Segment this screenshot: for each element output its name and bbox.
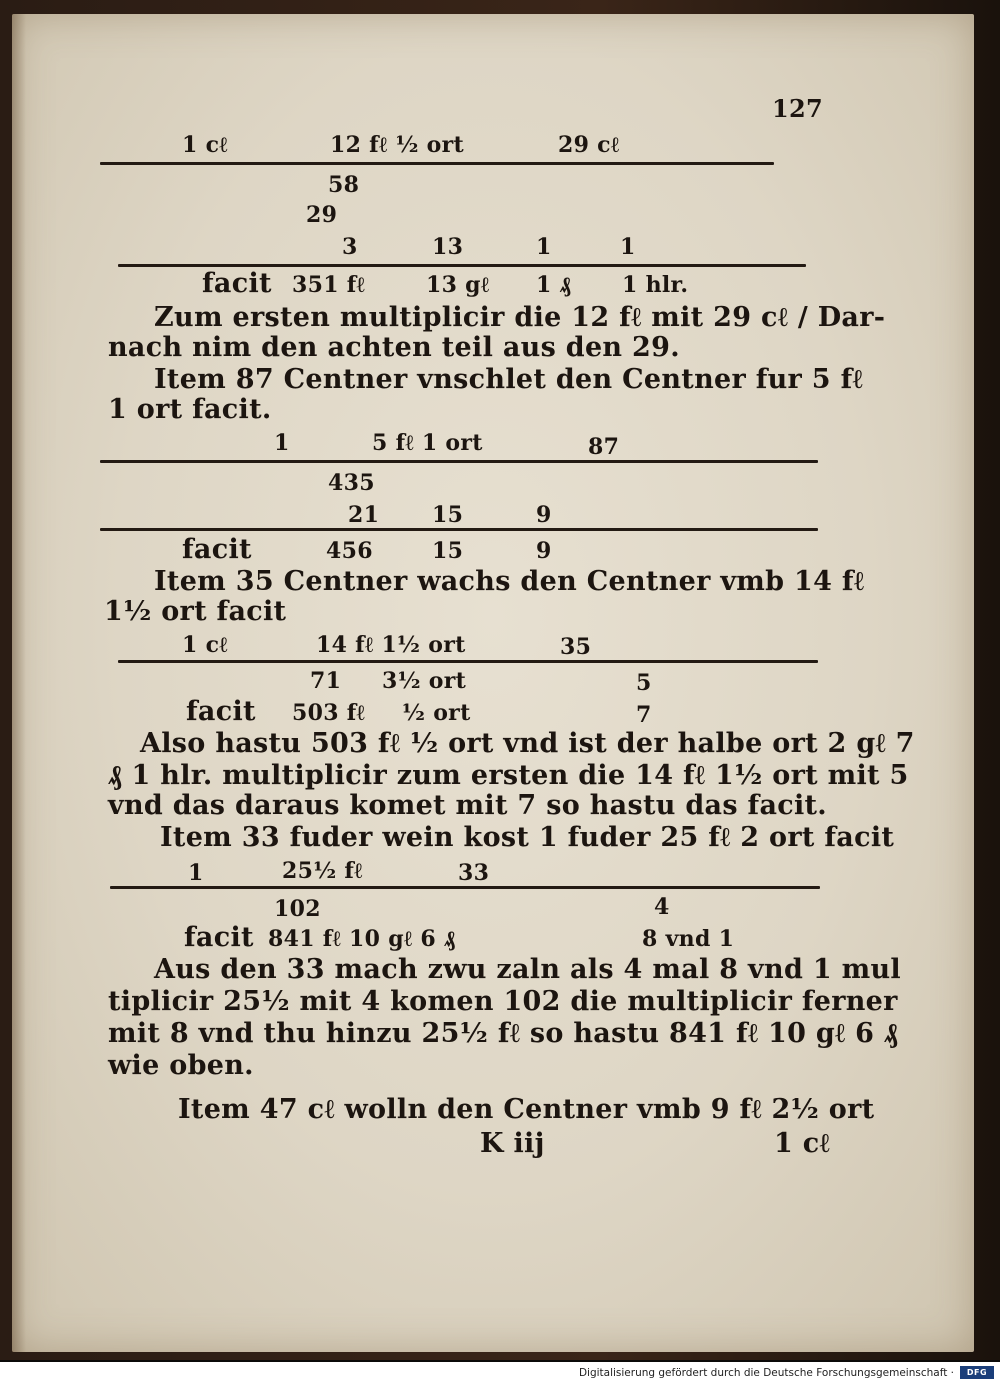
calc-rule <box>110 886 820 889</box>
calc-header-cell: 1 <box>188 860 204 886</box>
page-number: 127 <box>772 94 823 123</box>
text-line: Item 33 fuder wein kost 1 fuder 25 fℓ 2 ort facit <box>160 822 895 853</box>
facit-value: 15 <box>432 538 464 564</box>
calc-subtotal-cell: 21 <box>348 502 380 528</box>
facit-value: 351 fℓ <box>292 272 366 298</box>
text-line: Item 87 Centner vnschlet den Centner fur 5 fℓ <box>154 364 863 395</box>
facit-label: facit <box>202 268 272 299</box>
calc-subtotal-cell: 13 <box>432 234 464 260</box>
calc-header-cell: 1 <box>274 430 290 456</box>
calc-work-cell: 5 <box>636 670 652 696</box>
calc-work-cell: 3½ ort <box>382 668 467 694</box>
facit-value: 1 ₰ <box>536 272 571 298</box>
calc-work-cell: 4 <box>654 894 670 920</box>
facit-value: 13 gℓ <box>426 272 490 298</box>
calc-header-cell: 1 cℓ <box>182 132 228 158</box>
calc-rule <box>100 528 818 531</box>
calc-header-cell: 35 <box>560 634 592 660</box>
signature-mark: K iij <box>480 1128 545 1159</box>
facit-label: facit <box>184 922 254 953</box>
calc-rule <box>118 660 818 663</box>
calc-header-cell: 14 fℓ 1½ ort <box>316 632 466 658</box>
calc-rule <box>118 264 806 267</box>
facit-value: ½ ort <box>402 700 471 726</box>
text-line: Also hastu 503 fℓ ½ ort vnd ist der halbe ort 2 gℓ 7 <box>140 728 915 759</box>
calc-subtotal-cell: 15 <box>432 502 464 528</box>
calc-header-cell: 12 fℓ ½ ort <box>330 132 464 158</box>
facit-value: 9 <box>536 538 552 564</box>
calc-rule <box>100 162 774 165</box>
text-line: nach nim den achten teil aus den 29. <box>108 332 680 363</box>
text-line: 1½ ort facit <box>104 596 287 627</box>
text-line: tiplicir 25½ mit 4 komen 102 die multiplicir ferner <box>108 986 898 1017</box>
dfg-logo: DFG <box>960 1366 994 1379</box>
calc-work-line: 435 <box>328 470 375 496</box>
calc-rule <box>100 460 818 463</box>
facit-value: 503 fℓ <box>292 700 366 726</box>
calc-header-cell: 25½ fℓ <box>282 858 363 884</box>
calc-subtotal-cell: 9 <box>536 502 552 528</box>
text-line: Zum ersten multiplicir die 12 fℓ mit 29 cℓ / Dar- <box>154 302 886 333</box>
facit-value: 7 <box>636 702 652 728</box>
calc-work-line: 58 <box>328 172 360 198</box>
text-line: Item 35 Centner wachs den Centner vmb 14 fℓ <box>154 566 865 597</box>
calc-header-cell: 29 cℓ <box>558 132 620 158</box>
calc-header-cell: 1 cℓ <box>182 632 228 658</box>
book-page <box>12 14 974 1352</box>
calc-work-cell: 71 <box>310 668 342 694</box>
text-line: Item 47 cℓ wolln den Centner vmb 9 fℓ 2½ ort <box>178 1094 875 1125</box>
facit-label: facit <box>182 534 252 565</box>
text-line: wie oben. <box>108 1050 254 1081</box>
calc-subtotal-cell: 3 <box>342 234 358 260</box>
facit-value: 8 vnd 1 <box>642 926 735 952</box>
facit-value: 1 hlr. <box>622 272 689 298</box>
facit-value: 456 <box>326 538 373 564</box>
calc-work-cell: 102 <box>274 896 321 922</box>
calc-subtotal-cell: 1 <box>620 234 636 260</box>
calc-header-cell: 33 <box>458 860 490 886</box>
funding-credit: Digitalisierung gefördert durch die Deutsche Forschungsgemeinschaft · <box>578 1367 954 1379</box>
facit-label: facit <box>186 696 256 727</box>
text-line: vnd das daraus komet mit 7 so hastu das facit. <box>108 790 828 821</box>
calc-header-cell: 87 <box>588 434 620 460</box>
calc-work-line: 29 <box>306 202 338 228</box>
footer-bar <box>0 1362 1000 1384</box>
calc-header-cell: 5 fℓ 1 ort <box>372 430 483 456</box>
calc-subtotal-cell: 1 <box>536 234 552 260</box>
text-line: 1 ort facit. <box>108 394 272 425</box>
facit-value: 841 fℓ 10 gℓ 6 ₰ <box>268 926 456 952</box>
text-line: mit 8 vnd thu hinzu 25½ fℓ so hastu 841 fℓ 10 gℓ 6 ₰ <box>108 1018 898 1049</box>
text-line: Aus den 33 mach zwu zaln als 4 mal 8 vnd 1 mul <box>154 954 901 985</box>
text-line: ₰ 1 hlr. multiplicir zum ersten die 14 fℓ 1½ ort mit 5 <box>108 760 909 791</box>
catchword: 1 cℓ <box>774 1128 830 1159</box>
